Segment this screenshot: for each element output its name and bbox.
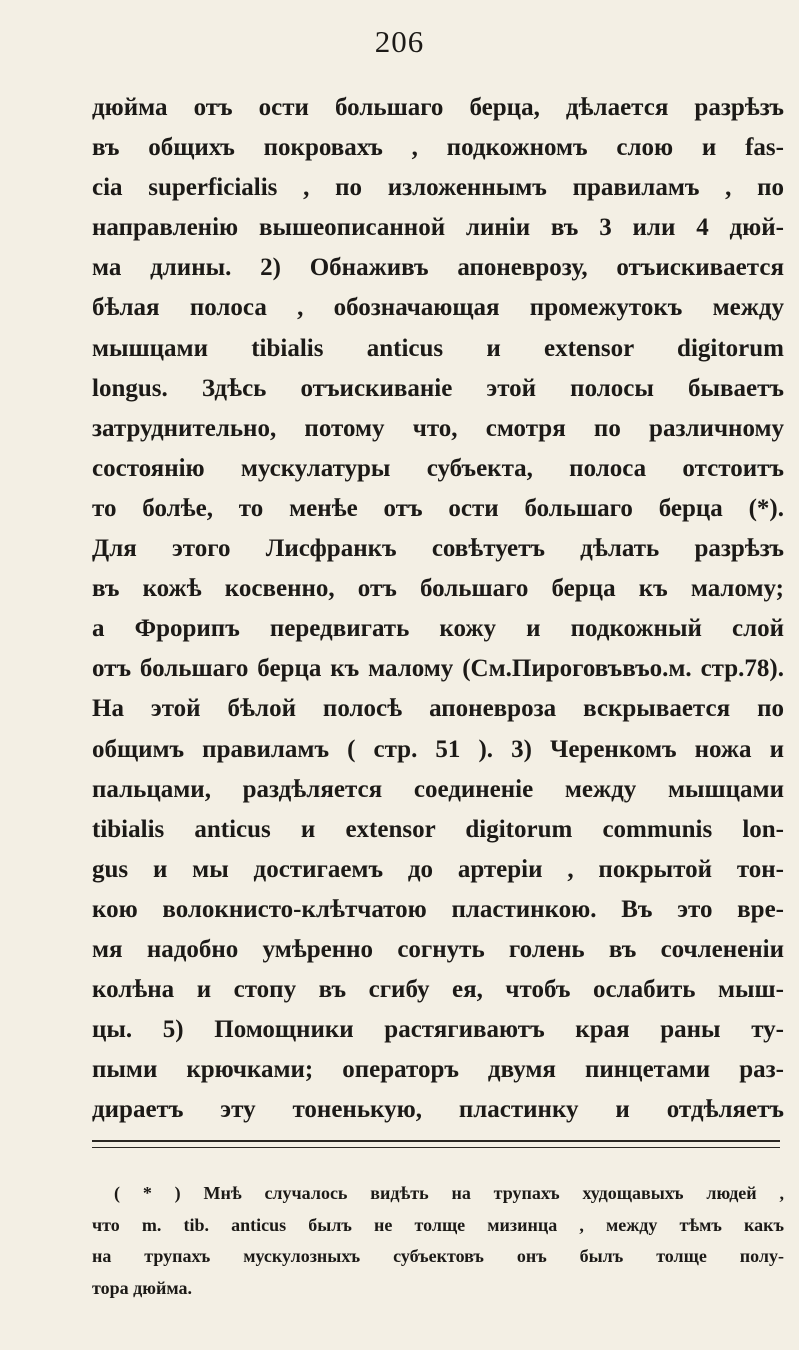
- footnote-line: на трупахъ мускулозныхъ субъектовъ онъ былъ толще полу-: [92, 1246, 784, 1266]
- text-line: дираетъ эту тоненькую, пластинку и отдѣляетъ: [92, 1096, 784, 1124]
- text-line: въ общихъ покровахъ , подкожномъ слою и fas-: [92, 134, 784, 162]
- text-line: мя надобно умѣренно согнуть голень въ сочлененіи: [92, 935, 784, 963]
- text-line: затруднительно, потому что, смотря по различному: [92, 414, 784, 442]
- text-line: На этой бѣлой полосѣ апоневроза вскрывается по: [92, 695, 784, 723]
- text-line: цы. 5) Помощники растягиваютъ края раны ту-: [92, 1016, 784, 1044]
- text-line: бѣлая полоса , обозначающая промежутокъ между: [92, 294, 784, 322]
- footnote-line: что m. tib. anticus былъ не толще мизинца , между тѣмъ какъ: [92, 1214, 784, 1235]
- text-line: Для этого Лисфранкъ совѣтуетъ дѣлать разрѣзъ: [92, 535, 784, 563]
- body-text: [92, 88, 784, 1130]
- text-line: а Фрорипъ передвигать кожу и подкожный слой: [92, 615, 784, 643]
- text-line: cia superficialis , по изложеннымъ правиламъ , по: [92, 174, 784, 202]
- page-number: 206: [374, 24, 425, 59]
- text-line: колѣна и стопу въ сгибу ея, чтобъ ослабить мыш-: [92, 976, 784, 1004]
- footnote-divider: [92, 1140, 780, 1142]
- text-line: мышцами tibialis anticus и extensor digitorum: [92, 334, 784, 362]
- footnote: [92, 1178, 784, 1304]
- text-line: общимъ правиламъ ( стр. 51 ). 3) Черенкомъ ножа и: [92, 735, 784, 763]
- text-line: то болѣе, то менѣе отъ ости большаго берца (*).: [92, 494, 784, 522]
- text-line: въ кожѣ косвенно, отъ большаго берца къ малому;: [92, 575, 784, 603]
- text-line: tibialis anticus и extensor digitorum communis lon-: [92, 815, 784, 843]
- text-line: направленію вышеописанной линіи въ 3 или 4 дюй-: [92, 214, 784, 242]
- footnote-line: ( * ) Мнѣ случалось видѣть на трупахъ худощавыхъ людей ,: [114, 1183, 784, 1203]
- footnote-divider-thin: [92, 1147, 780, 1148]
- text-line: пыми крючками; операторъ двумя пинцетами раз-: [92, 1056, 784, 1084]
- text-line: gus и мы достигаемъ до артеріи , покрытой тон-: [92, 855, 784, 883]
- text-line: дюйма отъ ости большаго берца, дѣлается разрѣзъ: [92, 94, 784, 121]
- text-line: longus. Здѣсь отъискиваніе этой полосы бываетъ: [92, 374, 784, 402]
- text-line: состоянію мускулатуры субъекта, полоса отстоитъ: [92, 454, 784, 482]
- text-line: отъ большаго берца къ малому (См.Пироговъвъо.м. стр.78).: [92, 655, 784, 683]
- text-line: ма длины. 2) Обнаживъ апоневрозу, отъискивается: [92, 254, 784, 282]
- text-line: пальцами, раздѣляется соединеніе между мышцами: [92, 775, 784, 803]
- footnote-line: тора дюйма.: [92, 1277, 192, 1298]
- text-line: кою волокнисто-клѣтчатою пластинкою. Въ это вре-: [92, 895, 784, 923]
